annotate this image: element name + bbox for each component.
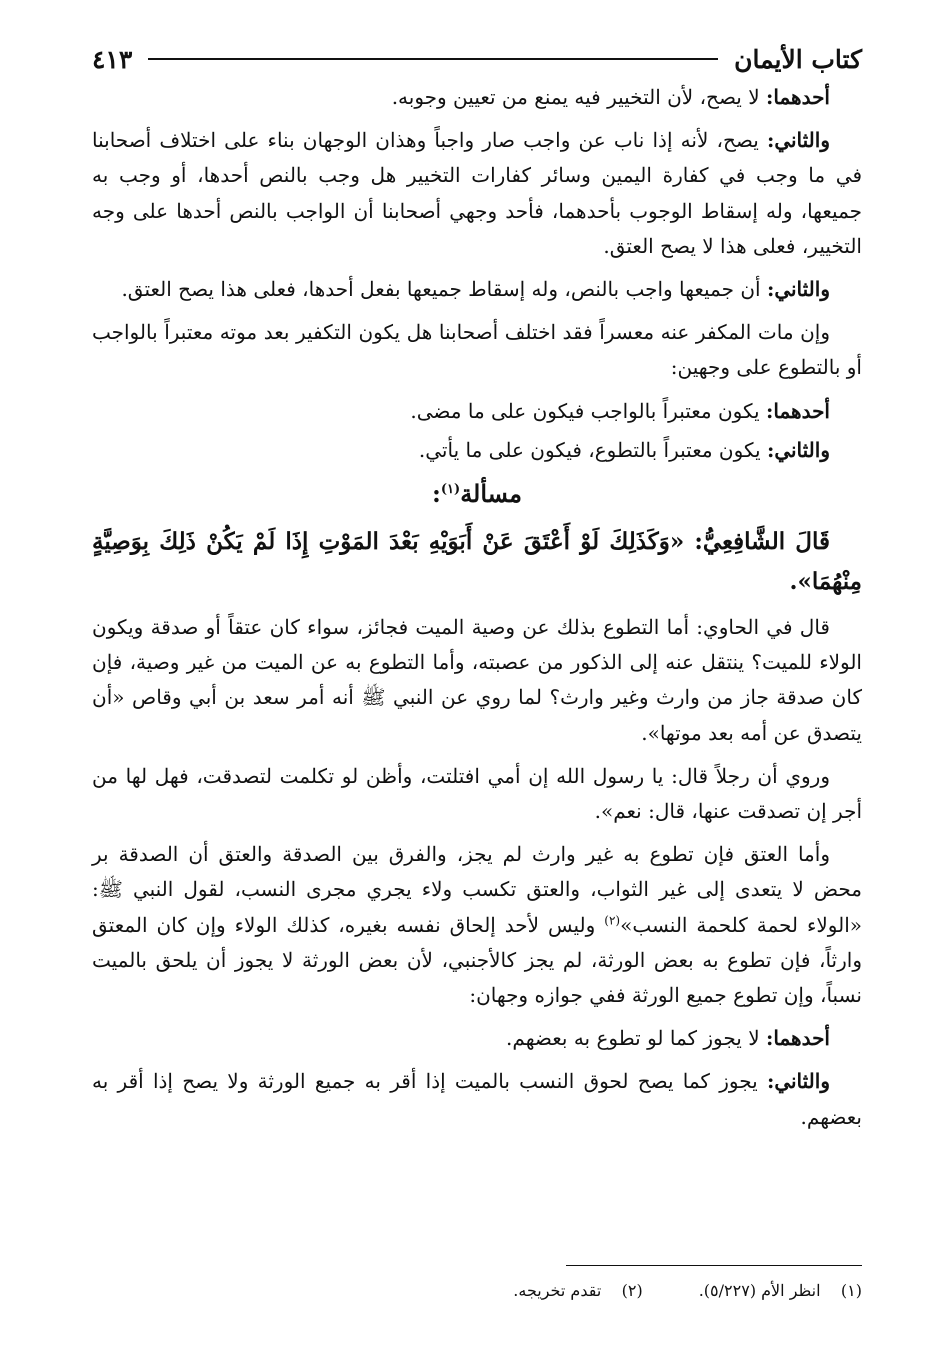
paragraph bbox=[92, 1021, 862, 1056]
footnote-number: (٢) bbox=[621, 1281, 643, 1300]
paragraph bbox=[92, 272, 862, 307]
paragraph-lead: والثاني: bbox=[766, 277, 830, 302]
paragraph-lead: أحدهما: bbox=[765, 85, 830, 109]
paragraph bbox=[92, 433, 862, 468]
paragraph bbox=[92, 1064, 862, 1134]
footnote-ref: (١) bbox=[440, 482, 461, 498]
paragraph-text: لا يصح، لأن التخيير فيه يمنع من تعيين وجوبه. bbox=[391, 85, 766, 109]
paragraph bbox=[92, 837, 862, 1013]
header-rule bbox=[148, 58, 718, 60]
shafii-quote: قَالَ الشَّافِعِيُّ: «وَكَذَلِكَ لَوْ أَعْتَقَ عَنْ أَبَوَيْهِ بَعْدَ المَوْتِ إِذَا لَمْ يَكُنْ ذَلِكَ بِوَصِيَّةٍ مِنْهُمَا». bbox=[92, 528, 862, 596]
paragraph-text: قال في الحاوي: أما التطوع بذلك عن وصية الميت فجائز، سواء كان عتقاً أو صدقة ويكون الولاء للميت؟ ينتقل عنه إلى الذكور من عصبته، وأما التطوع به عن الميت من غير وصية، فإن كان صدقة جاز من وارث وغير وارث؟ لما روي عن النبي ﷺ أنه أمر سعد بن أبي وقاص «أن يتصدق عن أمه بعد موتها». bbox=[92, 615, 862, 745]
paragraph bbox=[92, 759, 862, 829]
running-header bbox=[92, 38, 862, 80]
main-text bbox=[92, 80, 862, 1135]
paragraph-text: وروي أن رجلاً قال: يا رسول الله إن أمي افتلتت، وأظن لو تكلمت لتصدقت، فهل لها من أجر إن تصدقت عنها، قال: نعم». bbox=[92, 763, 862, 824]
footnote bbox=[699, 1278, 862, 1304]
paragraph-lead: والثاني: bbox=[766, 128, 830, 153]
footnote-number: (١) bbox=[840, 1281, 862, 1300]
paragraph-text: وليس لأحد إلحاق نفسه بغيره، كذلك الولاء وإن كان المعتق وارثاً، فإن تطوع به بعض الورثة، لم يجز كالأجنبي، لأن بعض الورثة لا يجوز أن يلحق بالميت نسباً، وإن تطوع جميع الورثة ففي جوازه وجهان: bbox=[92, 912, 862, 1008]
footnote-text: انظر الأم (٥/٢٢٧). bbox=[698, 1281, 821, 1300]
paragraph-lead: والثاني: bbox=[766, 437, 830, 462]
paragraph-text: يصح، لأنه إذا ناب عن واجب صار واجباً وهذان الوجهان بناء على اختلاف أصحابنا في ما وجب في كفارة اليمين وسائر كفارات التخيير هل وجب بالنص أحدها، أو وجب به جميعها، وله إسقاط الوجوب بأحدهما، فأحد وجهي أصحابنا أن الواجب بالنص أحدها على وجه التخيير، فعلى هذا لا يصح العتق. bbox=[92, 128, 862, 258]
section-heading-colon: : bbox=[432, 479, 441, 509]
section-heading-text: مسألة bbox=[460, 479, 522, 509]
paragraph-lead: أحدهما: bbox=[765, 1026, 830, 1051]
paragraph-text: لا يجوز كما لو تطوع به بعضهم. bbox=[506, 1026, 766, 1051]
footnote-row bbox=[92, 1278, 862, 1304]
page-number: ٤١٣ bbox=[92, 44, 133, 74]
section-heading bbox=[92, 472, 862, 516]
paragraph bbox=[92, 610, 862, 751]
paragraph-text: يكون معتبراً بالواجب فيكون على ما مضى. bbox=[410, 398, 766, 423]
footnotes bbox=[92, 1265, 862, 1304]
paragraph-text: يكون معتبراً بالتطوع، فيكون على ما يأتي. bbox=[418, 437, 767, 462]
paragraph-text: وإن مات المكفر عنه معسراً فقد اختلف أصحابنا هل يكون التكفير بعد موته معتبراً بالواجب أو بالتطوع على وجهين: bbox=[92, 320, 862, 380]
paragraph bbox=[92, 80, 862, 115]
paragraph bbox=[92, 123, 862, 264]
paragraph bbox=[92, 394, 862, 429]
footnote-text: تقدم تخريجه. bbox=[513, 1281, 602, 1300]
paragraph-lead: والثاني: bbox=[766, 1069, 830, 1094]
paragraph-lead: أحدهما: bbox=[765, 398, 830, 423]
paragraph-text: أن جميعها واجب بالنص، وله إسقاط جميعها بفعل أحدها، فعلى هذا يصح العتق. bbox=[121, 277, 767, 302]
paragraph bbox=[92, 315, 862, 385]
paragraph-text: وأما العتق فإن تطوع به غير وارث لم يجز، والفرق بين الصدقة والعتق أن الصدقة بر محض لا يتعدى إلى غير الثواب، والعتق تكسب ولاء يجري مجرى النسب، لقول النبي ﷺ: «الولاء لحمة كلحمة النسب» bbox=[92, 842, 862, 937]
footnote-ref: (٢) bbox=[604, 913, 621, 927]
paragraph-text: يجوز كما يصح لحوق النسب بالميت إذا أقر به جميع الورثة ولا يصح إذا أقر به بعضهم. bbox=[92, 1069, 862, 1129]
book-title: كتاب الأيمان bbox=[734, 44, 862, 74]
footnote-rule bbox=[566, 1265, 862, 1266]
footnote bbox=[513, 1278, 642, 1304]
